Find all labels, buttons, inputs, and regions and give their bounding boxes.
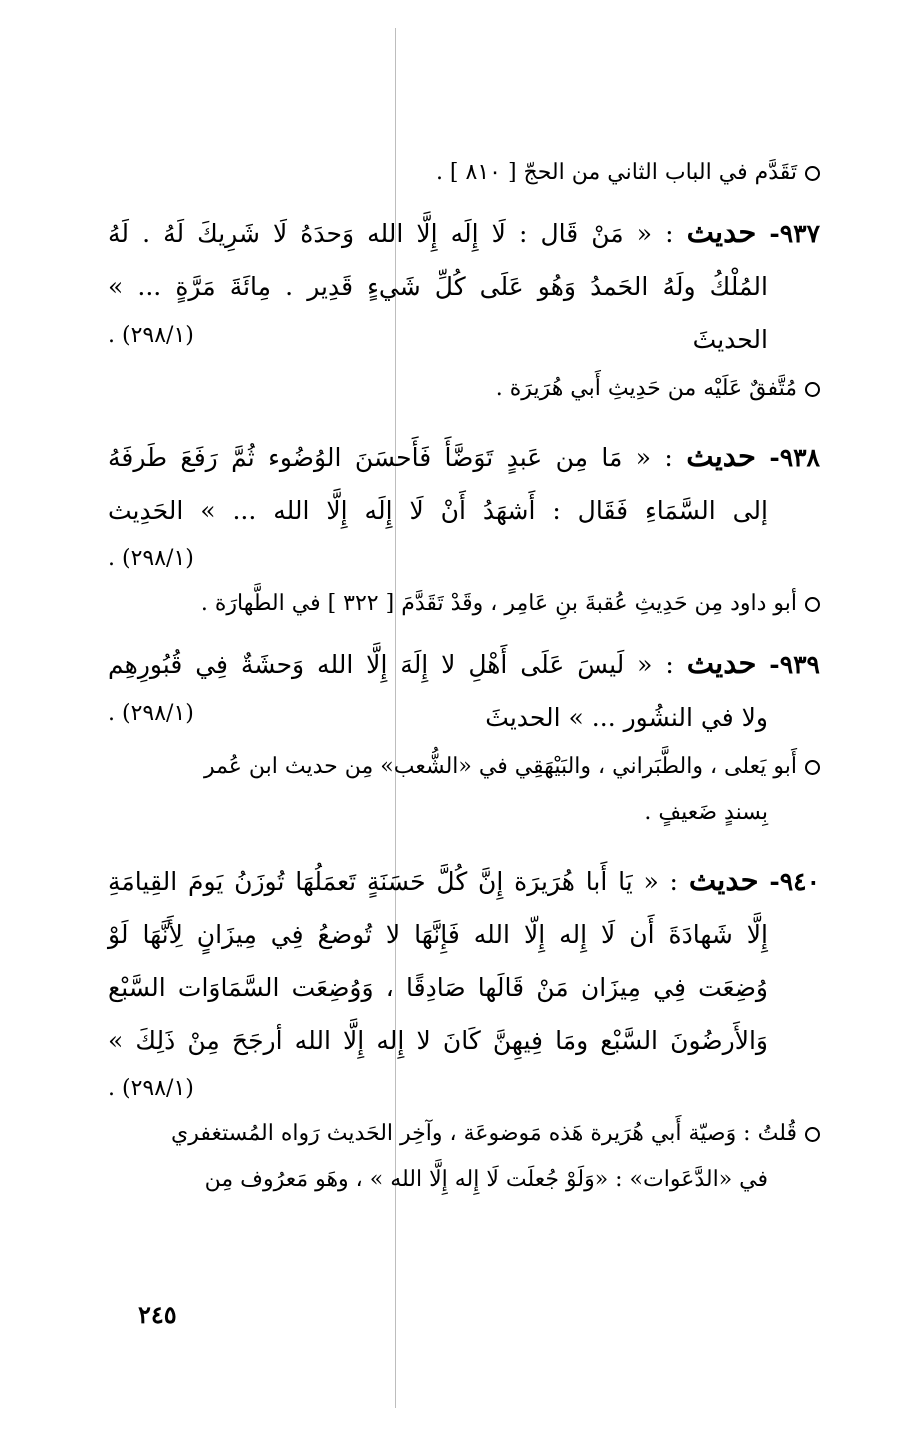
hadith-number: ٩٤٠- [769,867,821,896]
reference: (٢٩٨/١) . [108,323,194,348]
hadith-keyword: حديث [686,439,756,473]
takhrij-note: قُلتُ : وَصيّة أَبي هُرَيرة هَذه مَوضوعَة ، وآخِر الحَديث رَواه المُستغفري [108,1111,820,1157]
takhrij-note-continued: بِسندٍ ضَعيفٍ . [644,800,768,825]
hadith-938 [108,430,820,627]
hadith-text: ولا في النشُور ... » الحديثَ [485,703,768,732]
hadith-number: ٩٣٧- [769,219,821,248]
document-page [108,150,820,1203]
hadith-text: وَالأَرضُونَ السَّبْع ومَا فِيهِنَّ كَانَ لا إِله إِلَّا الله أرجَحَ مِنْ ذَلِكَ » [108,1026,768,1055]
page-number: ٢٤٥ [138,1300,177,1329]
hadith-939 [108,637,820,836]
takhrij-note: مُتَّفقٌ عَلَيْه من حَدِيثِ أَبي هُرَيرَة . [108,366,820,412]
hadith-number: ٩٣٨- [769,443,820,472]
hadith-text: إلى السَّمَاءِ فَقَال : أَشهَدُ أَنْ لَا إِلَه إِلَّا الله ... » الحَدِيث [108,496,768,525]
hadith-text: : « مَنْ قَال : لَا إِلَه إِلَّا الله وَحدَهُ لَا شَرِيكَ لَهُ . لَهُ [108,219,674,248]
hadith-text: : « يَا أَبا هُرَيرَة إِنَّ كُلَّ حَسَنَةٍ تَعمَلُهَا تُوزَنُ يَومَ القِيامَةِ [108,867,678,896]
hadith-text: إِلَّا شَهادَةَ أَن لَا إِله إِلّا الله فَإِنَّهَا لا تُوضعُ فِي مِيزَانٍ لِأَنَّهَا لَوْ [108,920,768,949]
hadith-text: المُلْكُ ولَهُ الحَمدُ وَهُو عَلَى كُلِّ شَيءٍ قَدِير . مِائَةَ مَرَّةٍ ... » [108,272,768,301]
circle-bullet-icon [805,1127,820,1142]
circle-bullet-icon [805,382,820,397]
circle-bullet-icon [805,597,820,612]
hadith-text: الحديثَ [692,325,768,354]
circle-bullet-icon [805,760,820,775]
hadith-940 [108,854,820,1203]
reference: (٢٩٨/١) . [108,546,194,571]
takhrij-note: أبو داود مِن حَدِيثِ عُقبةَ بنِ عَامِر ، وقَدْ تَقَدَّمَ [ ٣٢٢ ] في الطَّهارَة . [108,581,820,627]
intro-note: تَقَدَّم في الباب الثاني من الحجّ [ ٨١٠ ] . [108,150,820,196]
reference: (٢٩٨/١) . [108,1076,194,1101]
hadith-text: وُضِعَت فِي مِيزَان مَنْ قَالَها صَادِقًا ، وَوُضِعَت السَّمَاوَات السَّبْع [108,973,768,1002]
hadith-text: : « مَا مِن عَبدٍ تَوَضَّأَ فَأَحسَنَ الوُضُوء ثُمَّ رَفَعَ طَرفَهُ [108,443,673,472]
hadith-937 [108,206,820,412]
hadith-keyword: حديث [688,863,759,897]
circle-bullet-icon [805,166,820,181]
hadith-keyword: حديث [686,646,757,680]
takhrij-note: أَبو يَعلى ، والطَّبَراني ، والبَيْهَقِي في «الشُّعب» مِن حديث ابن عُمر [108,744,820,790]
takhrij-note-continued: في «الدَّعَوات» : «وَلَوْ جُعلَت لَا إِله إِلَّا الله » ، وهَو مَعرُوف مِن [204,1167,768,1192]
hadith-keyword: حديث [686,215,757,249]
reference: (٢٩٨/١) . [108,701,194,726]
hadith-text: : « لَيسَ عَلَى أَهْلِ لا إِلَهَ إِلَّا الله وَحشَةٌ فِي قُبُورِهِم [108,650,674,679]
hadith-number: ٩٣٩- [769,650,820,679]
